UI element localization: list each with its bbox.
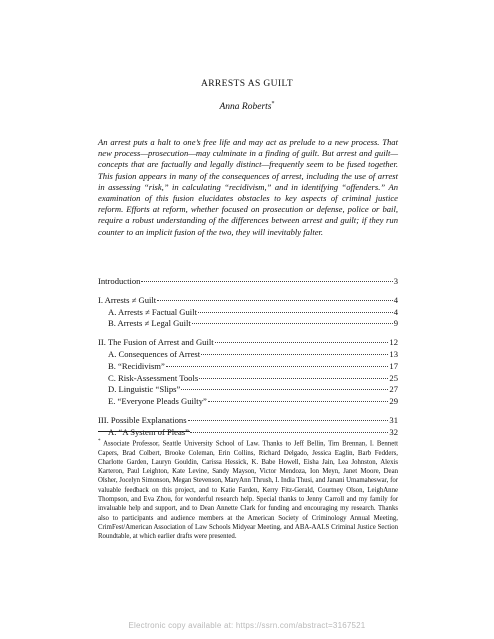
toc-entry[interactable] [98,415,398,427]
toc-entry[interactable] [98,373,398,385]
paper-title: ARRESTS AS GUILT [200,79,294,89]
toc-gap [98,330,398,337]
toc-entry-page: 13 [389,348,398,359]
toc-leader-dots [199,378,388,379]
abstract: An arrest puts a halt to one’s free life and may act as prelude to a new process. That new process—prosecution—may culminate in a finding of guilt. But arrest and guilt—concepts that are factually and legally distinct—frequently seem to be fused together. This fusion appears in many of the consequences of arrest, including the use of arrest in assessing “risk,” in calculating “recidivism,” and in identifying “offenders.” An examination of this fusion elucidates obstacles to key aspects of criminal justice reform. Efforts at reform, whether focused on prosecution or defense, police or bail, require a robust understanding of the differences between arrest and guilt; if they run counter to an implicit fusion of the two, they will inevitably falter. [98,137,398,237]
toc-entry-label: A. Arrests ≠ Factual Guilt [108,306,197,317]
footnote-text: Associate Professor, Seattle University School of Law. Thanks to Jeff Bellin, Tim Brennan, I. Bennett Capers, Brad Colbert, Brooke Coleman, Erin Collins, Richard Delgado, Jessica Eaglin, Barb Fedders, Charlotte Garden, Lauryn Gouldin, Carissa Hessick, K. Babe Howell, Eisha Jain, Lea Johnston, Alexis Karteron, Paul Leighton, Kate Levine, Sandy Mayson, Victor Mendoza, Ion Meyn, Janet Moore, Dean Olsher, Jocelyn Simonson, Megan Stevenson, MaryAnn Thrush, I. India Thusi, and Janani Umamaheswar, for valuable feedback on this project, and to Katie Farden, Kerry Fitz-Gerald, Courtney Olson, LeighAnne Thompson, and Eva Zhou, for wonderful research help. Special thanks to Jenny Carroll and my family for invaluable help and support, and to Dean Annette Clark for funding and encouraging my research. Thanks also to participants and audience members at the American Society of Criminology Annual Meeting, CrimFest/American Association of Law Schools Midyear Meeting, and ABA-AALS Criminal Justice Section Roundtable, at which earlier drafts were presented. [98,440,398,541]
toc-entry-label: I. Arrests ≠ Guilt [98,294,157,305]
toc-entry-page: 12 [389,337,398,348]
author-name: Anna Roberts [219,102,272,113]
toc-entry-label: B. Arrests ≠ Legal Guilt [108,318,191,329]
toc-entry-label: A. “A System of Pleas” [108,426,189,437]
toc-entry-page: 27 [389,384,398,395]
toc-entry-label: II. The Fusion of Arrest and Guilt [98,337,214,348]
table-of-contents [98,276,398,439]
toc-leader-dots [190,432,388,433]
toc-leader-dots [208,401,389,402]
footnote [98,437,398,542]
toc-leader-dots [166,366,389,367]
toc-gap [98,288,398,295]
toc-entry-page: 25 [389,372,398,383]
toc-entry-label: C. Risk-Assessment Tools [108,372,199,383]
toc-leader-dots [192,323,393,324]
toc-entry-label: III. Possible Explanations [98,414,187,425]
toc-entry[interactable] [98,384,398,396]
toc-leader-dots [157,300,393,301]
ssrn-watermark: Electronic copy available at: https://ssrn.com/abstract=3167521 [128,621,366,630]
toc-entry-page: 29 [389,396,398,407]
toc-leader-dots [188,420,389,421]
toc-entry-page: 3 [393,276,398,286]
toc-entry-label: A. Consequences of Arrest [108,348,201,359]
toc-gap [98,408,398,415]
toc-leader-dots [181,389,388,390]
toc-entry-label: Introduction [98,276,141,286]
toc-leader-dots [215,342,389,343]
toc-entry[interactable] [98,307,398,319]
toc-entry-page: 31 [389,414,398,425]
toc-entry[interactable] [98,349,398,361]
footnote-mark: * [98,439,101,444]
toc-entry-page: 4 [393,306,398,317]
toc-entry[interactable] [98,276,398,288]
toc-leader-dots [201,354,388,355]
toc-entry[interactable] [98,337,398,349]
toc-entry-page: 32 [389,426,398,437]
toc-entry-page: 17 [389,360,398,371]
toc-entry[interactable] [98,295,398,307]
toc-entry-label: D. Linguistic “Slips” [108,384,181,395]
toc-leader-dots [141,281,392,282]
toc-entry[interactable] [98,396,398,408]
footnote-rule [98,431,190,432]
toc-entry[interactable] [98,318,398,330]
toc-entry-label: B. “Recidivism” [108,360,165,371]
toc-entry[interactable] [98,361,398,373]
toc-entry-page: 9 [393,318,398,329]
toc-leader-dots [198,312,393,313]
toc-entry-page: 4 [393,294,398,305]
toc-entry-label: E. “Everyone Pleads Guilty” [108,396,207,407]
author-line [0,101,494,112]
author-footnote-mark: * [271,101,275,107]
